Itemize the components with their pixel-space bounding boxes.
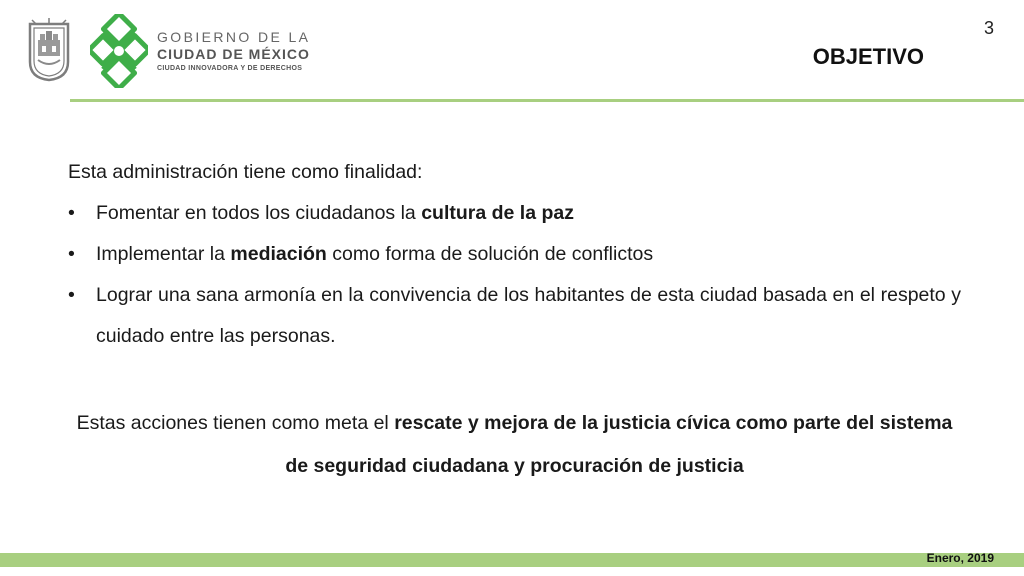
page-number: 3: [983, 18, 994, 38]
footer-bar: [0, 553, 1024, 567]
logo-line-gobierno: GOBIERNO DE LA: [157, 29, 311, 45]
list-item: [68, 234, 961, 275]
objective-list: [68, 193, 961, 357]
intro-text: Esta administración tiene como finalidad:: [68, 161, 423, 183]
goal-text: Estas acciones tienen como meta el: [76, 412, 395, 434]
goal-bold-text: rescate y mejora de la justicia cívica como parte del sistema de seguridad ciudadana y procuración de justicia: [285, 412, 953, 477]
bullet-bold-text: cultura de la paz: [421, 202, 574, 224]
header-divider: [70, 99, 1024, 102]
bullet-icon: •: [68, 284, 75, 306]
objective-content: [68, 152, 961, 357]
logo-line-slogan: CIUDAD INNOVADORA Y DE DERECHOS: [157, 65, 303, 72]
list-item: [68, 275, 961, 357]
cdmx-logo-icon: [90, 14, 148, 88]
bullet-text: Implementar la: [96, 243, 231, 265]
cdmx-logo-text: [157, 30, 310, 72]
bullet-text: Fomentar en todos los ciudadanos la: [96, 202, 422, 224]
bullet-icon: •: [68, 202, 75, 224]
city-shield-icon: [28, 18, 70, 82]
goal-statement: [68, 402, 961, 488]
bullet-icon: •: [68, 243, 75, 265]
footer-date: Enero, 2019: [926, 551, 994, 565]
slide-title: OBJETIVO: [812, 44, 924, 69]
bullet-bold-text: mediación: [230, 243, 327, 265]
logo-line-ciudad: CIUDAD DE MÉXICO: [157, 46, 310, 62]
bullet-text-end: como forma de solución de conflictos: [326, 243, 654, 265]
bullet-text: Lograr una sana armonía en la convivencia de los habitantes de esta ciudad basada en el respeto y cuidado entre las personas.: [96, 284, 961, 347]
list-item: [68, 193, 961, 234]
